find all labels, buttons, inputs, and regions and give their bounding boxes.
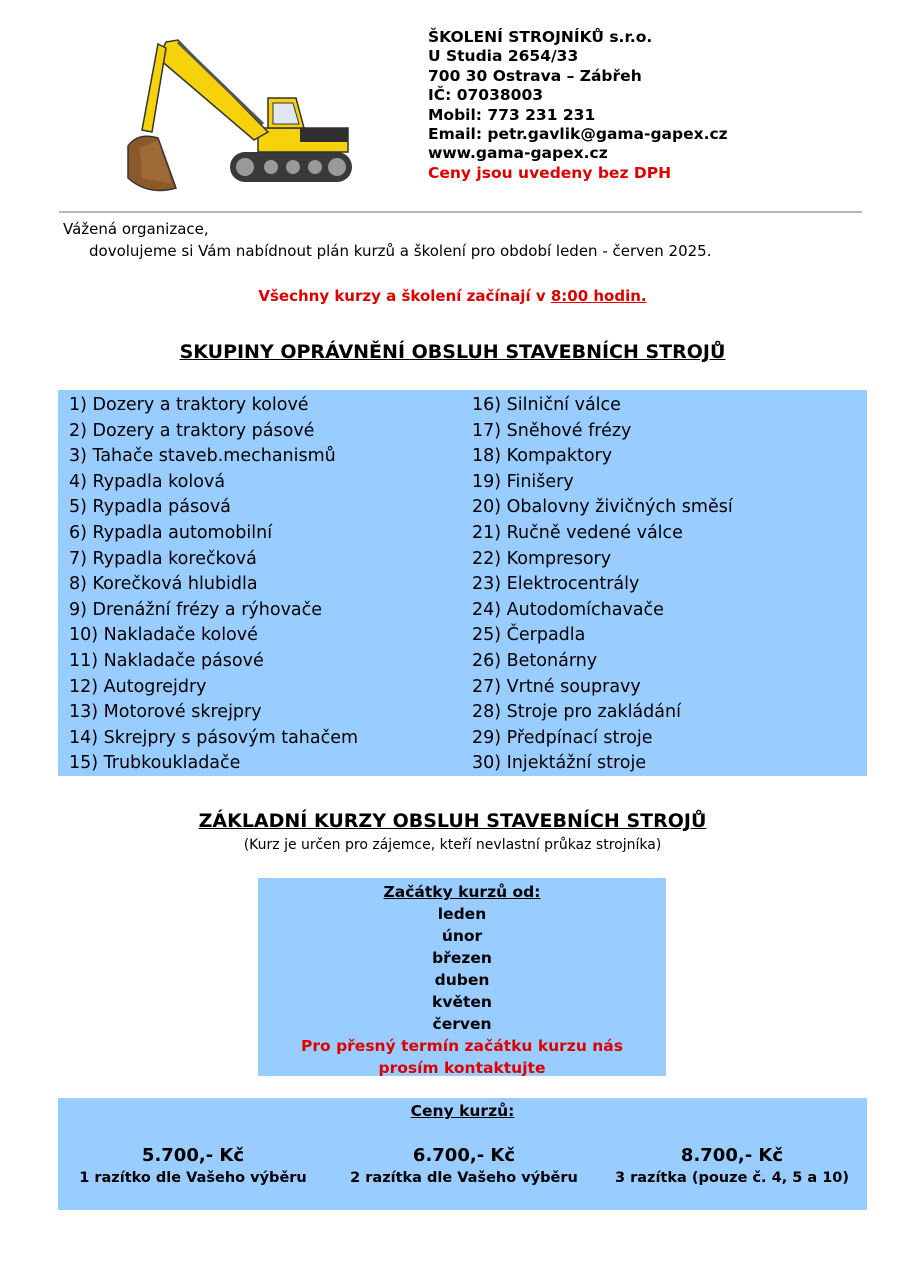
- list-item: 15) Trubkoukladače: [69, 753, 241, 774]
- groups-left-column: [69, 393, 358, 777]
- header-divider: [59, 211, 862, 213]
- list-item: 22) Kompresory: [472, 548, 612, 569]
- basic-courses-subtitle: (Kurz je určen pro zájemce, kteří nevlastní průkaz strojníka): [243, 837, 662, 853]
- company-web: www.gama-gapex.cz: [428, 144, 608, 163]
- list-item: 23) Elektrocentrály: [472, 574, 640, 595]
- company-ico: IČ: 07038003: [428, 86, 544, 105]
- company-email: Email: petr.gavlik@gama-gapex.cz: [428, 125, 728, 144]
- price-amount: 6.700,- Kč: [412, 1145, 516, 1166]
- list-item: 27) Vrtné soupravy: [472, 676, 641, 697]
- contact-note: Pro přesný termín začátku kurzu nás: [301, 1037, 623, 1055]
- list-item: 28) Stroje pro zakládání: [472, 702, 681, 723]
- contact-note-cont: prosím kontaktujte: [378, 1059, 546, 1077]
- list-item: 25) Čerpadla: [472, 625, 586, 646]
- prices-title: Ceny kurzů:: [410, 1102, 515, 1120]
- list-item: 3) Tahače staveb.mechanismů: [69, 446, 336, 467]
- month-item: duben: [434, 971, 490, 989]
- list-item: 20) Obalovny živičných směsí: [472, 497, 733, 518]
- list-item: 21) Ručně vedené válce: [472, 522, 683, 543]
- price-description: 1 razítko dle Vašeho výběru: [79, 1170, 307, 1186]
- list-item: 9) Drenážní frézy a rýhovače: [69, 599, 323, 620]
- course-starts-title: Začátky kurzů od:: [383, 883, 541, 901]
- list-item: 2) Dozery a traktory pásové: [69, 420, 315, 441]
- list-item: 11) Nakladače pásové: [69, 650, 264, 671]
- company-city: 700 30 Ostrava – Zábřeh: [428, 66, 642, 85]
- list-item: 18) Kompaktory: [472, 446, 613, 467]
- start-time-note: [0, 287, 905, 305]
- list-item: 7) Rypadla korečková: [69, 548, 257, 569]
- vat-note: Ceny jsou uvedeny bez DPH: [428, 163, 672, 182]
- list-item: 29) Předpínací stroje: [472, 727, 653, 748]
- list-item: 13) Motorové skrejpry: [69, 702, 262, 723]
- greeting: Vážená organizace,: [63, 220, 209, 238]
- basic-courses-heading: ZÁKLADNÍ KURZY OBSLUH STAVEBNÍCH STROJŮ: [198, 810, 707, 832]
- month-item: březen: [432, 949, 492, 967]
- list-item: 17) Sněhové frézy: [472, 420, 632, 441]
- groups-right-column: [472, 393, 733, 777]
- list-item: 30) Injektážní stroje: [472, 753, 647, 774]
- start-time-value: 8:00 hodin.: [550, 287, 647, 305]
- list-item: 8) Korečková hlubidla: [69, 574, 258, 595]
- price-description: 2 razítka dle Vašeho výběru: [350, 1170, 578, 1186]
- list-item: 14) Skrejpry s pásovým tahačem: [69, 727, 359, 748]
- month-item: leden: [437, 905, 487, 923]
- groups-box: [58, 390, 867, 776]
- price-amount: 5.700,- Kč: [141, 1145, 245, 1166]
- company-mobile: Mobil: 773 231 231: [428, 105, 596, 124]
- list-item: 16) Silniční válce: [472, 395, 621, 415]
- month-item: květen: [432, 993, 492, 1011]
- month-item: červen: [432, 1015, 492, 1033]
- list-item: 26) Betonárny: [472, 650, 598, 671]
- list-item: 6) Rypadla automobilní: [69, 522, 273, 543]
- excavator-icon: [118, 28, 358, 208]
- list-item: 12) Autogrejdry: [69, 676, 207, 697]
- price-item: [606, 1144, 858, 1188]
- list-item: 24) Autodomíchavače: [472, 599, 664, 620]
- month-item: únor: [441, 927, 483, 945]
- intro-text: dovolujeme si Vám nabídnout plán kurzů a školení pro období leden - červen 2025.: [89, 242, 712, 260]
- list-item: 1) Dozery a traktory kolové: [69, 395, 309, 415]
- list-item: 19) Finišery: [472, 471, 574, 492]
- start-time-prefix: Všechny kurzy a školení začínají v: [258, 287, 551, 305]
- price-item: [338, 1144, 590, 1188]
- company-street: U Studia 2654/33: [428, 47, 579, 66]
- list-item: 5) Rypadla pásová: [69, 497, 231, 518]
- company-info: [428, 28, 728, 183]
- price-amount: 8.700,- Kč: [680, 1145, 784, 1166]
- list-item: 10) Nakladače kolové: [69, 625, 258, 646]
- price-item: [68, 1144, 318, 1188]
- price-description: 3 razítka (pouze č. 4, 5 a 10): [614, 1170, 850, 1186]
- company-name: ŠKOLENÍ STROJNÍKŮ s.r.o.: [428, 28, 653, 46]
- groups-heading: SKUPINY OPRÁVNĚNÍ OBSLUH STAVEBNÍCH STROJŮ: [179, 341, 726, 363]
- course-starts-box: [258, 878, 666, 1076]
- list-item: 4) Rypadla kolová: [69, 471, 226, 492]
- prices-box: [58, 1098, 867, 1210]
